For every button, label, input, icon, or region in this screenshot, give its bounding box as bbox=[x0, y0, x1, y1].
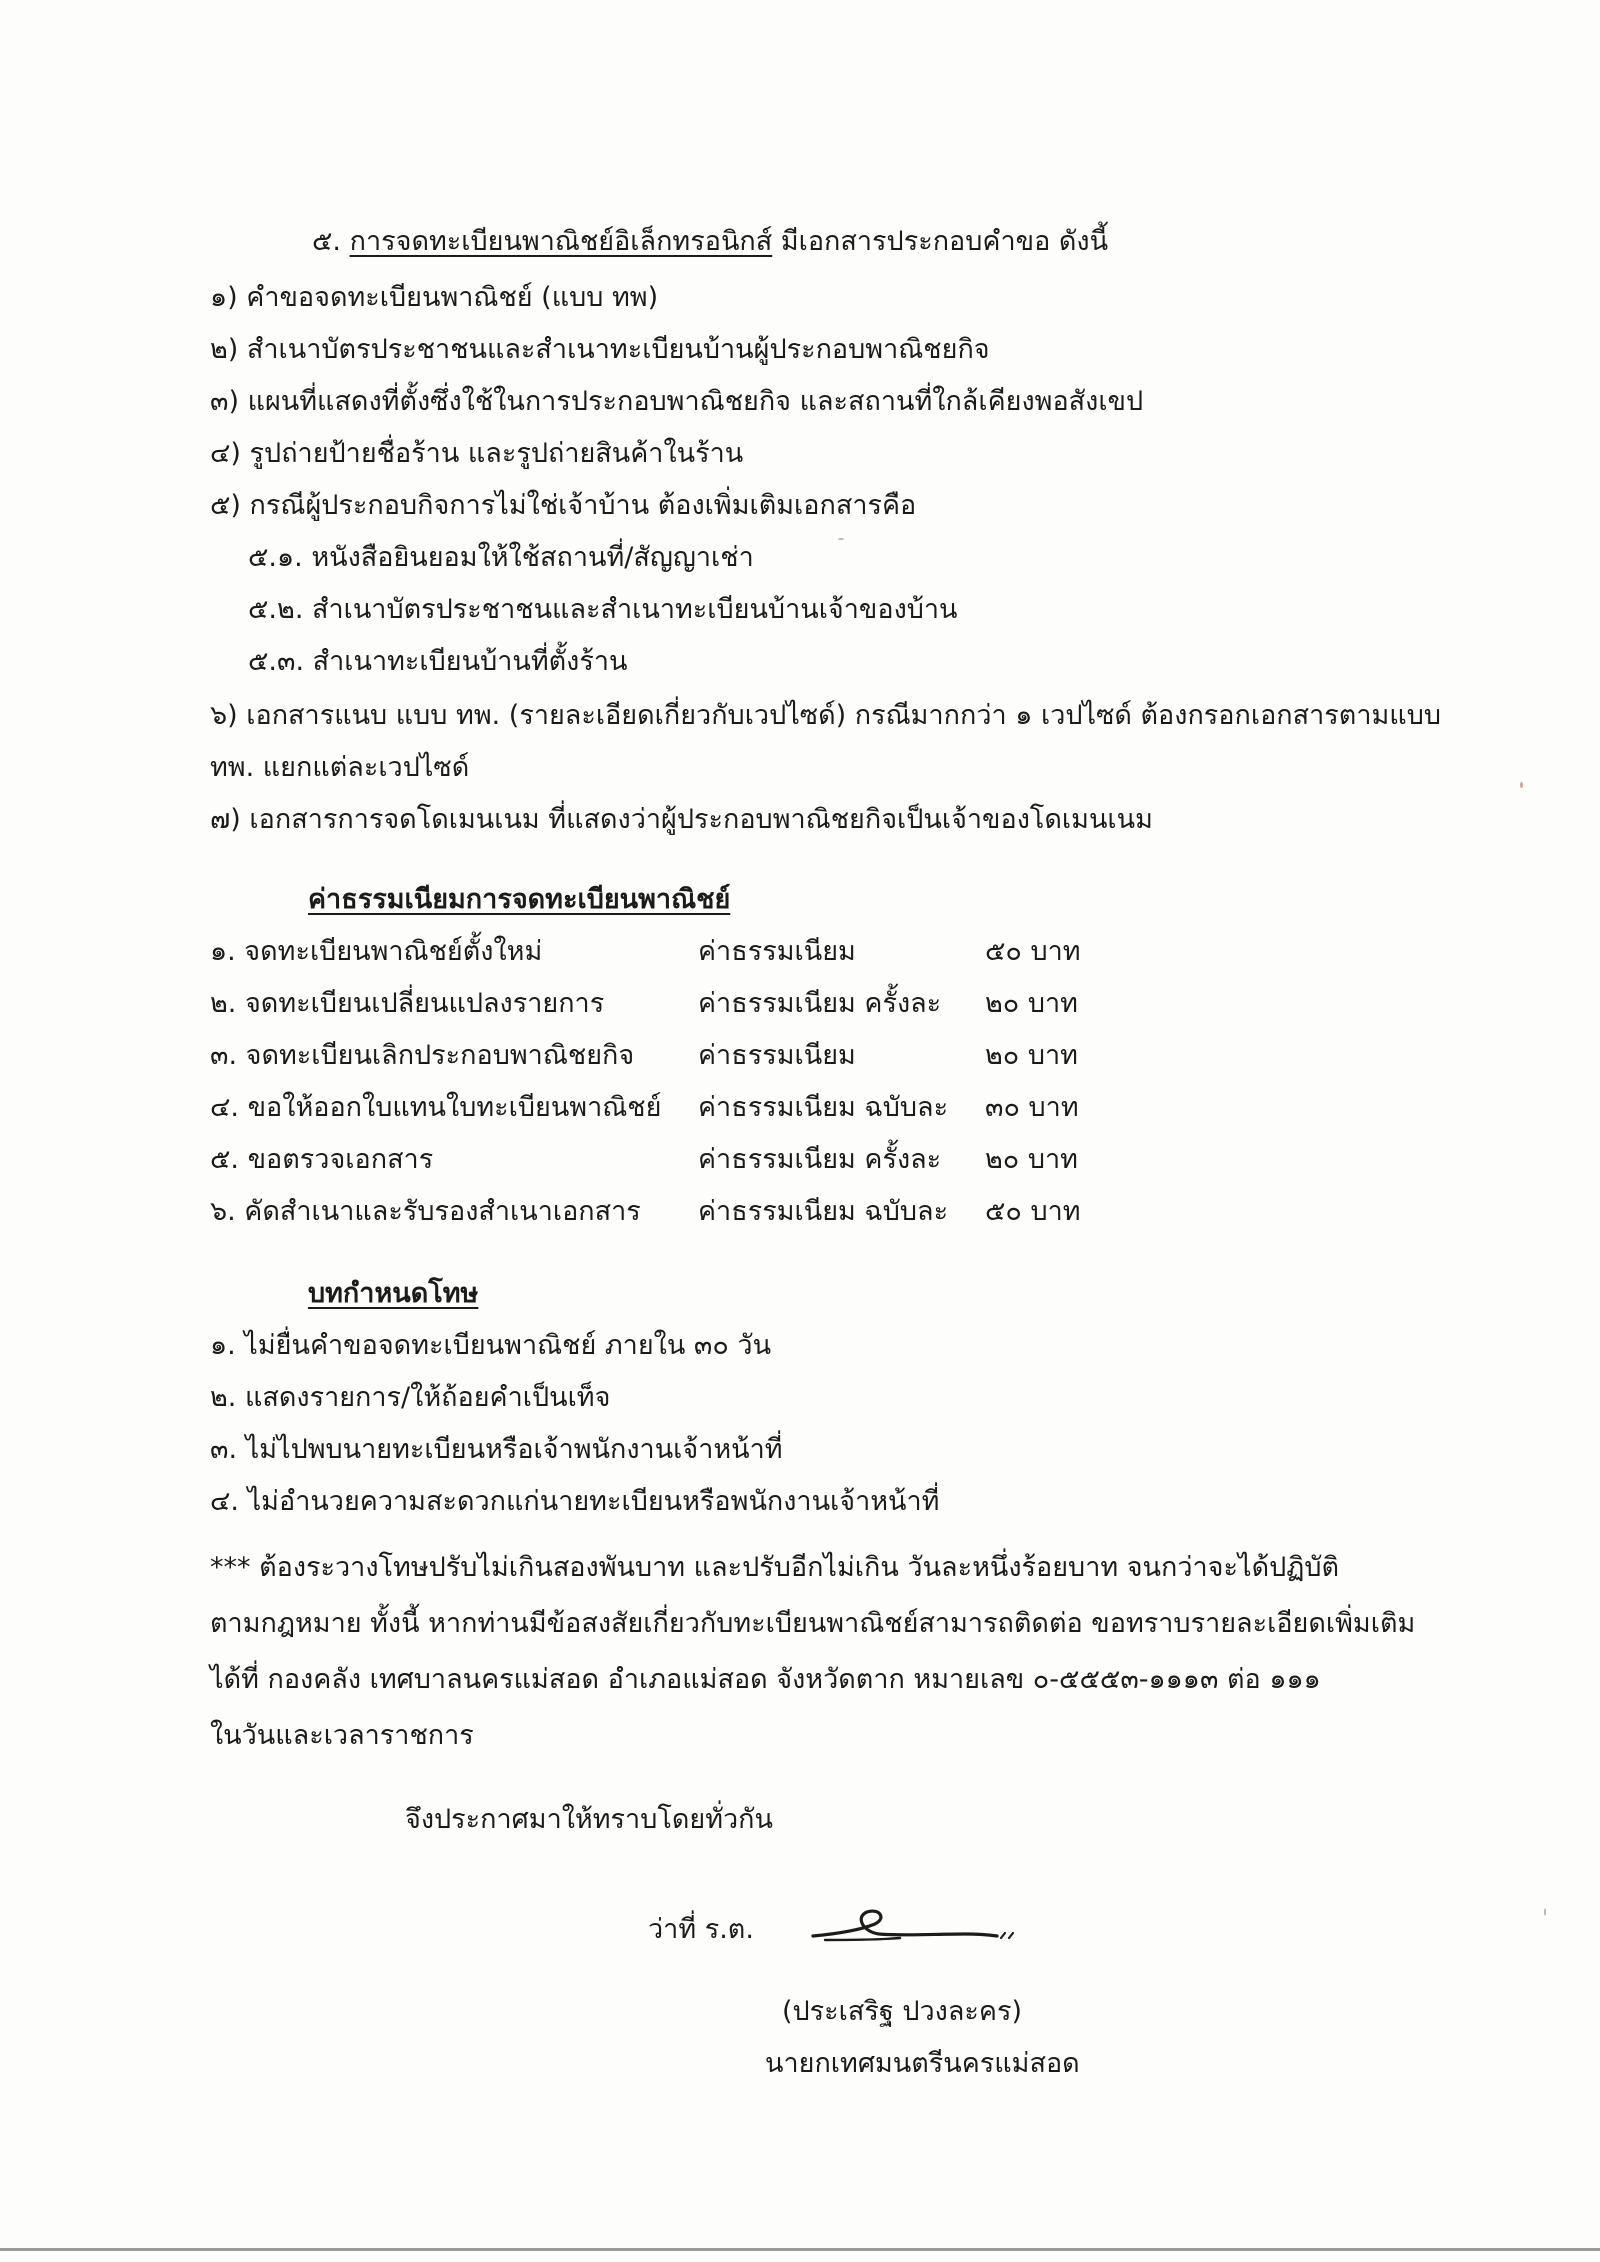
section5-heading-rest: มีเอกสารประกอบคำขอ ดังนี้ bbox=[772, 226, 1109, 257]
fee-row bbox=[0, 1192, 1600, 1232]
fee-row-amount: ๕๐ บาท bbox=[985, 936, 1081, 967]
section5-item-7: ๗) เอกสารการจดโดเมนเนม ที่แสดงว่าผู้ประกอบพาณิชยกิจเป็นเจ้าของโดเมนเนม bbox=[210, 804, 1153, 835]
fee-row bbox=[0, 932, 1600, 972]
section5-item-1: ๑) คำขอจดทะเบียนพาณิชย์ (แบบ ทพ) bbox=[210, 282, 659, 313]
fee-row bbox=[0, 1036, 1600, 1076]
fee-row-name: ๓. จดทะเบียนเลิกประกอบพาณิชยกิจ bbox=[210, 1040, 635, 1071]
handwritten-signature bbox=[805, 1900, 1035, 1960]
fee-row-amount: ๓๐ บาท bbox=[985, 1092, 1079, 1123]
fee-row-name: ๕. ขอตรวจเอกสาร bbox=[210, 1144, 434, 1175]
acting-rank-label: ว่าที่ ร.ต. bbox=[648, 1914, 754, 1945]
note-line-2: ตามกฎหมาย ทั้งนี้ หากท่านมีข้อสงสัยเกี่ยวกับทะเบียนพาณิชย์สามารถติดต่อ ขอทราบรายละเอียดเพิ่มเติม bbox=[210, 1608, 1416, 1639]
signatory-position: นายกเทศมนตรีนครแม่สอด bbox=[765, 2048, 1080, 2079]
section5-item-3: ๓) แผนที่แสดงที่ตั้งซึ่งใช้ในการประกอบพาณิชยกิจ และสถานที่ใกล้เคียงพอสังเขป bbox=[210, 386, 1144, 417]
signatory-name: (ประเสริฐ ปวงละคร) bbox=[782, 1996, 1022, 2027]
penalty-item: ๑. ไม่ยื่นคำขอจดทะเบียนพาณิชย์ ภายใน ๓๐ วัน bbox=[210, 1330, 772, 1361]
fee-row bbox=[0, 1140, 1600, 1180]
section5-subitem-3: ๕.๓. สำเนาทะเบียนบ้านที่ตั้งร้าน bbox=[248, 646, 628, 677]
fee-row-name: ๑. จดทะเบียนพาณิชย์ตั้งใหม่ bbox=[210, 936, 543, 967]
fee-row-label: ค่าธรรมเนียม bbox=[698, 936, 856, 967]
penalties-heading: บทกำหนดโทษ bbox=[308, 1278, 479, 1309]
section5-subitem-2: ๕.๒. สำเนาบัตรประชาชนและสำเนาทะเบียนบ้านเจ้าของบ้าน bbox=[248, 594, 958, 625]
fee-row-name: ๒. จดทะเบียนเปลี่ยนแปลงรายการ bbox=[210, 988, 605, 1019]
fee-row bbox=[0, 984, 1600, 1024]
scan-speck bbox=[1544, 1908, 1546, 1916]
note-line-4: ในวันและเวลาราชการ bbox=[210, 1720, 474, 1751]
penalty-item: ๒. แสดงรายการ/ให้ถ้อยคำเป็นเท็จ bbox=[210, 1382, 611, 1413]
fees-heading: ค่าธรรมเนียมการจดทะเบียนพาณิชย์ bbox=[308, 884, 731, 915]
section5-heading-number: ๕. bbox=[312, 226, 342, 257]
section5-item-2: ๒) สำเนาบัตรประชาชนและสำเนาทะเบียนบ้านผู้ประกอบพาณิชยกิจ bbox=[210, 334, 990, 365]
fee-row-label: ค่าธรรมเนียม ฉบับละ bbox=[698, 1092, 949, 1123]
section5-subitem-1: ๕.๑. หนังสือยินยอมให้ใช้สถานที่/สัญญาเช่า bbox=[248, 542, 754, 573]
fee-row-amount: ๒๐ บาท bbox=[985, 1040, 1078, 1071]
fee-row-label: ค่าธรรมเนียม ครั้งละ bbox=[698, 988, 942, 1019]
penalty-item: ๓. ไม่ไปพบนายทะเบียนหรือเจ้าพนักงานเจ้าหน้าที่ bbox=[210, 1434, 783, 1465]
section5-item-4: ๔) รูปถ่ายป้ายชื่อร้าน และรูปถ่ายสินค้าในร้าน bbox=[210, 438, 744, 469]
fee-row-label: ค่าธรรมเนียม ครั้งละ bbox=[698, 1144, 942, 1175]
note-line-1: *** ต้องระวางโทษปรับไม่เกินสองพันบาท และปรับอีกไม่เกิน วันละหนึ่งร้อยบาท จนกว่าจะได้ปฏิบัติ bbox=[210, 1552, 1340, 1583]
fee-row-name: ๖. คัดสำเนาและรับรองสำเนาเอกสาร bbox=[210, 1196, 641, 1227]
scan-speck bbox=[1520, 782, 1523, 788]
section5-item-6-line1: ๖) เอกสารแนบ แบบ ทพ. (รายละเอียดเกี่ยวกับเวปไซด์) กรณีมากกว่า ๑ เวปไซด์ ต้องกรอกเอกสารตามแบบ bbox=[210, 700, 1441, 731]
announcement: จึงประกาศมาให้ทราบโดยทั่วกัน bbox=[405, 1804, 773, 1835]
section5-item-6-line2: ทพ. แยกแต่ละเวปไซด์ bbox=[210, 752, 470, 783]
section5-heading bbox=[312, 222, 1108, 262]
fee-row-amount: ๕๐ บาท bbox=[985, 1196, 1081, 1227]
fee-row-label: ค่าธรรมเนียม bbox=[698, 1040, 856, 1071]
fee-row-name: ๔. ขอให้ออกใบแทนใบทะเบียนพาณิชย์ bbox=[210, 1092, 662, 1123]
fee-row-amount: ๒๐ บาท bbox=[985, 1144, 1078, 1175]
fee-row-label: ค่าธรรมเนียม ฉบับละ bbox=[698, 1196, 949, 1227]
scan-bottom-edge bbox=[0, 2248, 1600, 2251]
fee-row-amount: ๒๐ บาท bbox=[985, 988, 1078, 1019]
fee-row bbox=[0, 1088, 1600, 1128]
section5-item-5: ๕) กรณีผู้ประกอบกิจการไม่ใช่เจ้าบ้าน ต้องเพิ่มเติมเอกสารคือ bbox=[210, 490, 917, 521]
penalty-item: ๔. ไม่อำนวยความสะดวกแก่นายทะเบียนหรือพนักงานเจ้าหน้าที่ bbox=[210, 1486, 940, 1517]
section5-heading-title: การจดทะเบียนพาณิชย์อิเล็กทรอนิกส์ bbox=[349, 226, 773, 257]
note-line-3: ได้ที่ กองคลัง เทศบาลนครแม่สอด อำเภอแม่สอด จังหวัดตาก หมายเลข ๐-๕๕๕๓-๑๑๑๓ ต่อ ๑๑๑ bbox=[210, 1664, 1321, 1695]
scan-speck bbox=[838, 538, 844, 540]
